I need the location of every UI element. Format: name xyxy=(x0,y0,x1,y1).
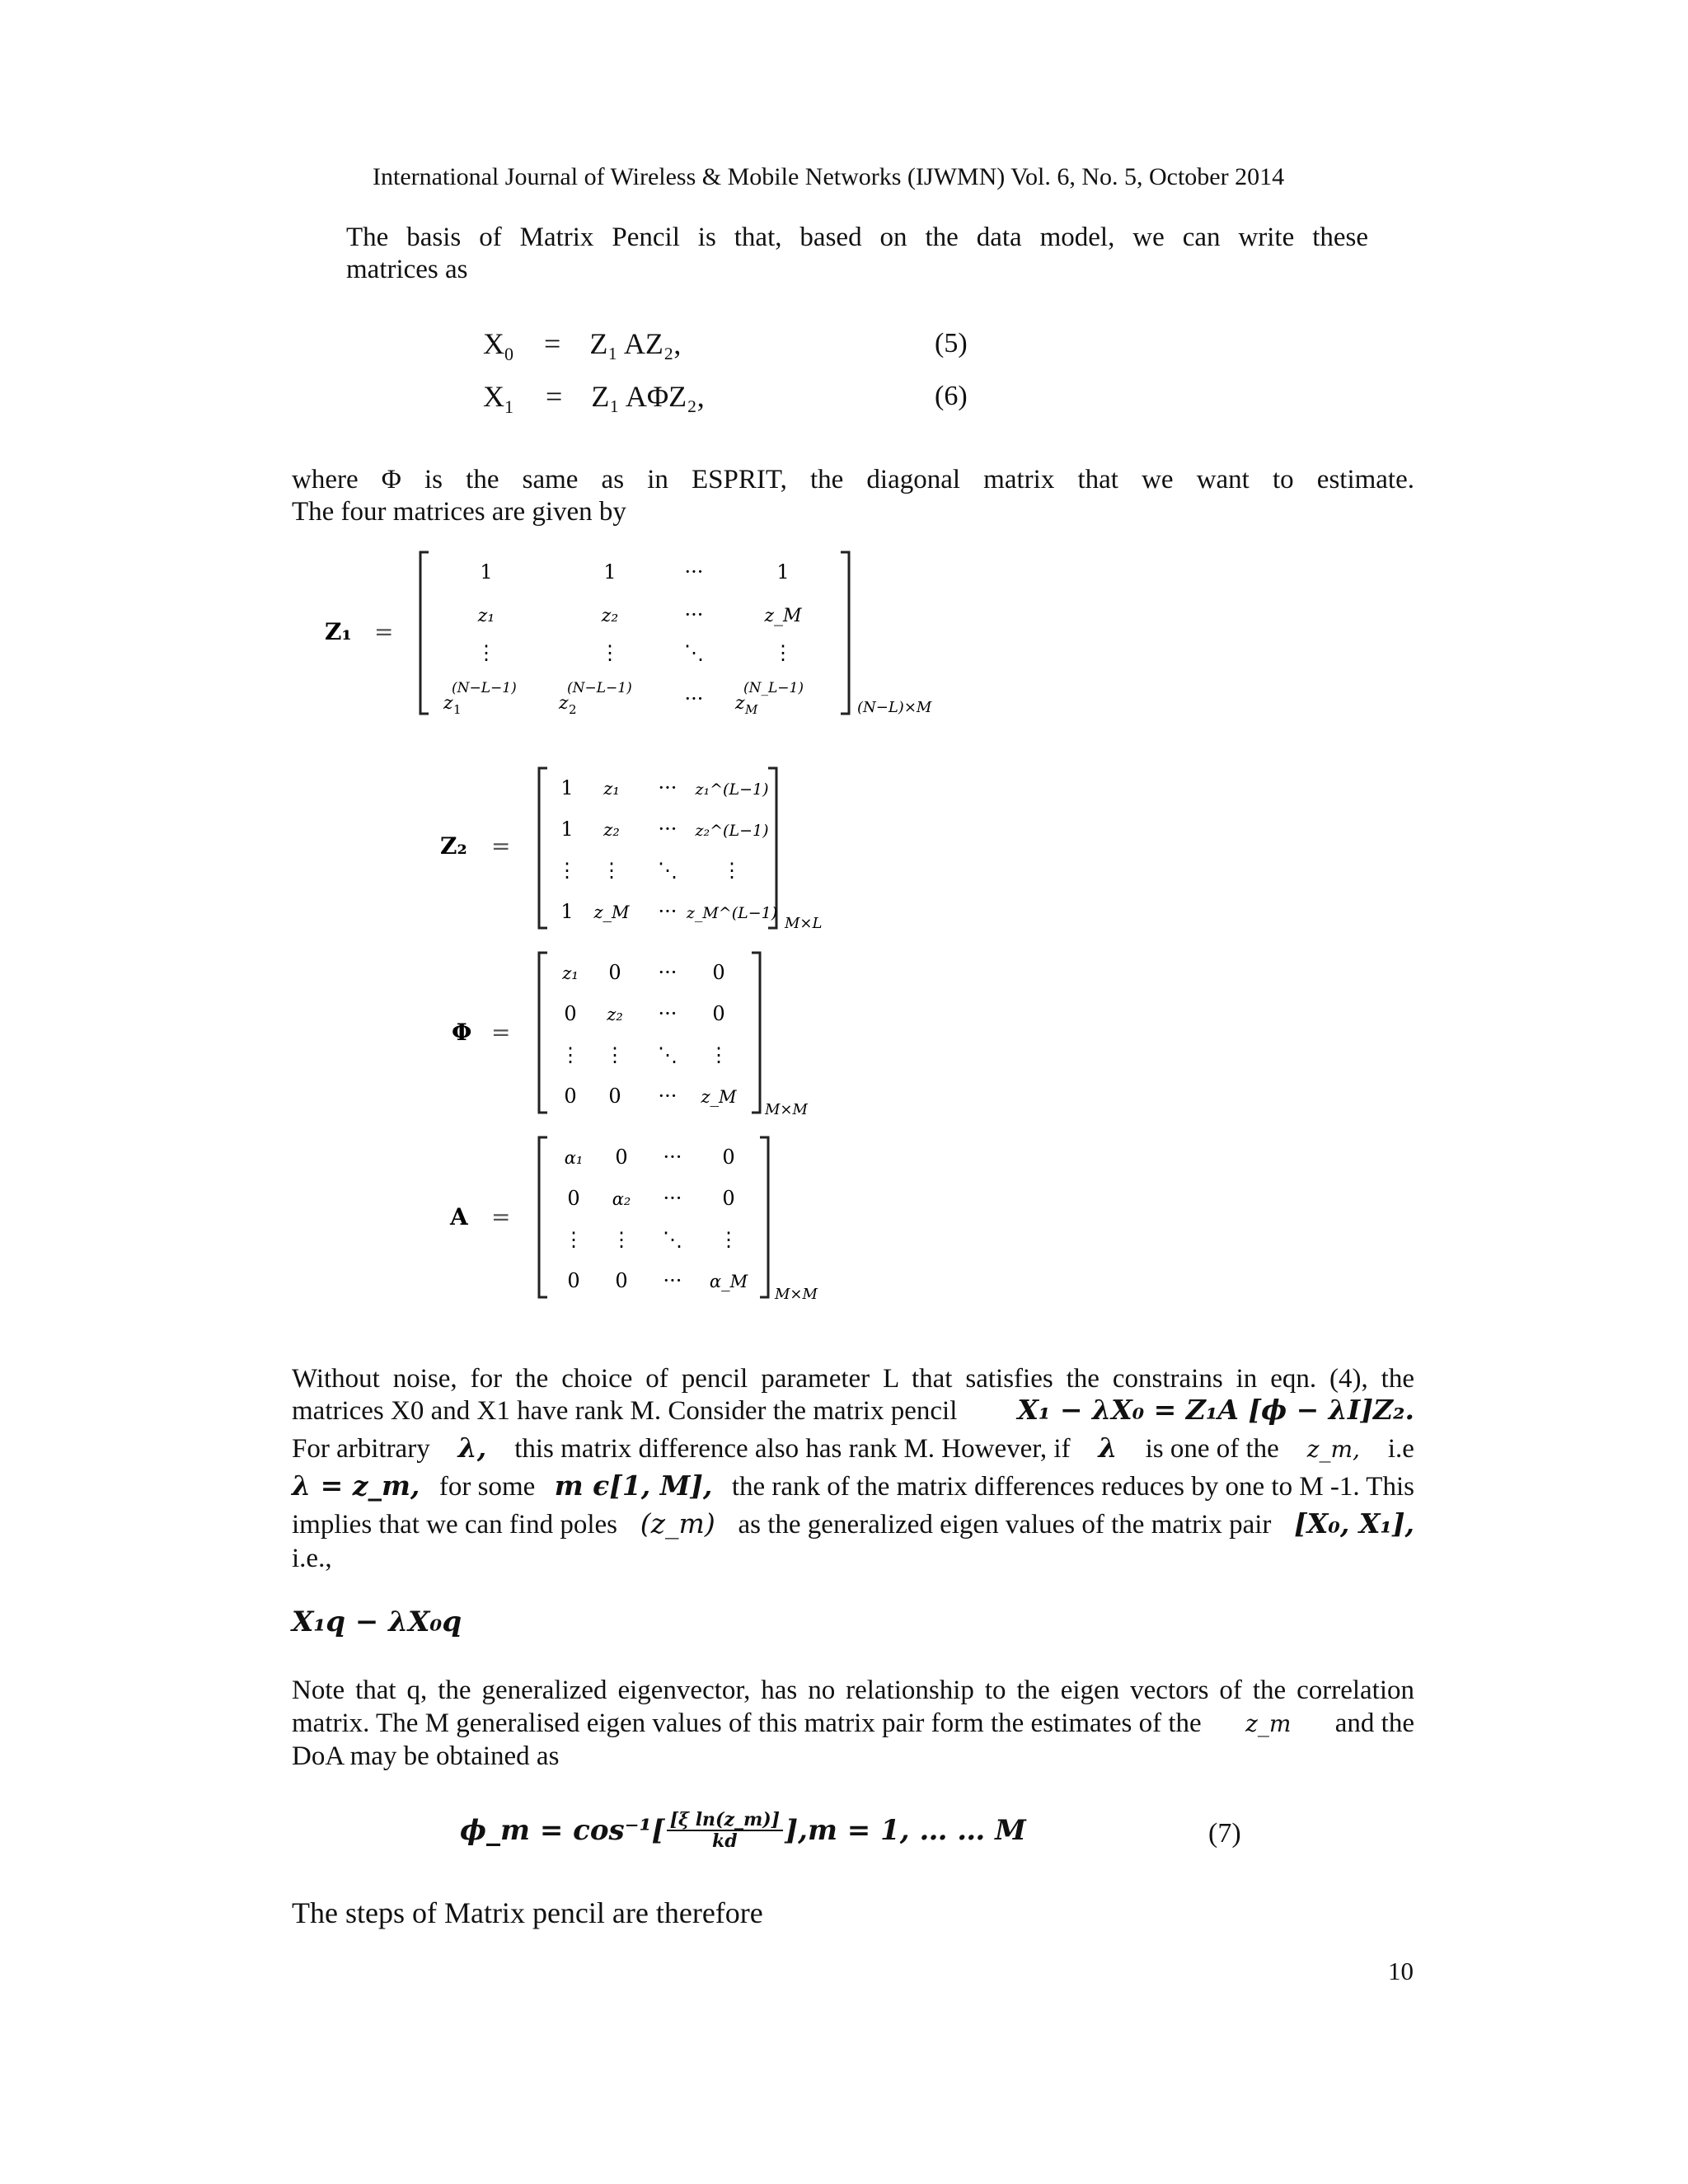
z1-cell: 1 xyxy=(776,560,790,583)
eq5-rel: = xyxy=(544,327,561,360)
z1-cell: 1 xyxy=(480,560,493,583)
z1-right-bracket xyxy=(841,552,849,714)
para2-l3-a: For arbitrary xyxy=(292,1434,430,1464)
eq7-rhs: ],m = 1, … … M xyxy=(785,1814,1026,1847)
a-cell: ⋮ xyxy=(719,1228,738,1251)
intro-line-1: The basis of Matrix Pencil is that, based on the data model, we can write these xyxy=(346,223,1368,252)
z1-cell: z_M xyxy=(764,606,802,626)
equation-6 xyxy=(483,379,705,418)
para3-line-1: Note that q, the generalized eigenvector, has no relationship to the eigen vectors of the correlation xyxy=(292,1675,1414,1705)
matrix-z2 xyxy=(429,758,857,940)
para2-l3-d: i.e xyxy=(1387,1434,1414,1464)
phi-cell: 0 xyxy=(564,1002,577,1025)
para2-line-4 xyxy=(292,1469,1414,1503)
equation-5 xyxy=(483,326,681,365)
z1-cell-sub: 1 xyxy=(453,702,462,717)
z2-cell: z₂^(L−1) xyxy=(695,822,769,840)
z1-cell: ⋮ xyxy=(476,641,496,664)
z2-cell: z₁^(L−1) xyxy=(695,780,769,799)
a-equals: = xyxy=(491,1203,511,1230)
para2-line-1: Without noise, for the choice of pencil parameter L that satisfies the constrains in eqn. (4), the xyxy=(292,1364,1414,1394)
z1-left-bracket xyxy=(420,552,429,714)
eq7-fraction-denominator: kd xyxy=(712,1830,738,1852)
z2-size: M×L xyxy=(785,915,823,932)
where-line-2: The four matrices are given by xyxy=(292,497,626,527)
a-cell: 0 xyxy=(567,1187,580,1210)
para2-l5-a: implies that we can find poles xyxy=(292,1510,617,1540)
z2-equals: = xyxy=(491,832,511,860)
eq5-number: (5) xyxy=(935,328,968,359)
a-cell: α₂ xyxy=(612,1189,631,1209)
para2-l5-b: as the generalized eigen values of the matrix pair xyxy=(738,1510,1272,1540)
eq5-lhs-sub: 0 xyxy=(504,344,513,365)
poles-zm: (z_m) xyxy=(640,1507,715,1540)
phi-cell: ··· xyxy=(658,1085,678,1108)
z2-cell: ··· xyxy=(658,776,678,799)
z1-cell-z: z xyxy=(735,693,745,714)
matrix-z1 xyxy=(313,544,973,733)
a-label: A xyxy=(450,1203,468,1230)
para2-l3-c: is one of the xyxy=(1145,1434,1279,1464)
a-cell: 0 xyxy=(567,1269,580,1292)
z1-equals: = xyxy=(374,618,394,645)
z1-cell: ··· xyxy=(684,687,704,710)
phi-size: M×M xyxy=(765,1101,808,1118)
z1-cell: z₁ xyxy=(477,606,495,626)
phi-cell: ⋱ xyxy=(658,1043,678,1066)
z1-cell: ··· xyxy=(684,603,704,626)
para2-l3-b: this matrix difference also has rank M. However, if xyxy=(514,1434,1071,1464)
z2-cell: ··· xyxy=(658,818,678,841)
para2-line-6: i.e., xyxy=(292,1544,332,1573)
phi-cell: ··· xyxy=(658,1002,678,1025)
z2-cell: ··· xyxy=(658,900,678,923)
a-cell: α₁ xyxy=(564,1148,584,1168)
para3-line-2 xyxy=(292,1707,1414,1741)
a-cell: 0 xyxy=(722,1146,735,1169)
matrix-a xyxy=(429,1129,857,1310)
z1-cell: 1 xyxy=(603,560,617,583)
z2-cell: z₁ xyxy=(603,779,620,799)
z2-cell: z_M xyxy=(593,902,630,922)
eq6-lhs-sub: 1 xyxy=(504,396,513,418)
closing-sentence: The steps of Matrix pencil are therefore xyxy=(292,1896,763,1929)
phi-cell: ⋮ xyxy=(605,1043,625,1066)
phi-cell: 0 xyxy=(564,1085,577,1108)
lambda-symbol: λ, xyxy=(457,1432,487,1464)
z1-label: Z₁ xyxy=(325,618,352,645)
eq7-number: (7) xyxy=(1208,1818,1241,1849)
a-cell: ··· xyxy=(663,1146,682,1169)
a-cell: ⋮ xyxy=(564,1228,584,1251)
phi-left-bracket xyxy=(539,953,547,1113)
z2-cell: 1 xyxy=(560,776,574,799)
z1-cell-sub: M xyxy=(745,702,758,717)
matrix-pencil-expression: X₁ − λX₀ = Z₁A [ϕ − λI]Z₂. xyxy=(1017,1394,1414,1426)
z1-cell-z: z xyxy=(559,693,569,714)
z1-cell: ⋮ xyxy=(600,641,620,664)
phi-cell: 0 xyxy=(608,1085,621,1108)
lambda-symbol: λ xyxy=(1098,1432,1118,1464)
z2-cell: z₂ xyxy=(603,820,620,840)
phi-cell: ⋮ xyxy=(709,1043,729,1066)
lambda-equals-zm: λ = z_m, xyxy=(292,1469,420,1502)
matrix-pair: [X₀, X₁], xyxy=(1294,1507,1414,1540)
z2-label: Z₂ xyxy=(440,832,467,860)
phi-label: Φ xyxy=(452,1019,472,1046)
z1-cell-sup: (N−L−1) xyxy=(567,680,632,696)
phi-cell: 0 xyxy=(608,961,621,984)
z2-cell: z_M^(L−1) xyxy=(686,904,778,922)
matrix-phi xyxy=(429,944,857,1126)
eq7-fraction-numerator: [ξ ln(z_m)] xyxy=(667,1810,783,1831)
eq6-number: (6) xyxy=(935,381,968,411)
phi-equals: = xyxy=(491,1019,511,1046)
zm-symbol: z_m, xyxy=(1306,1436,1360,1463)
eq7-fraction xyxy=(667,1810,783,1851)
eq5-rhs: Z₁ AZ₂, xyxy=(589,327,682,360)
para2-line-5 xyxy=(292,1507,1414,1541)
a-cell: ··· xyxy=(663,1187,682,1210)
z2-cell: 1 xyxy=(560,818,574,841)
z1-size: (N−L)×M xyxy=(857,699,932,716)
phi-cell: z₁ xyxy=(562,963,579,983)
intro-line-2: matrices as xyxy=(346,255,468,284)
z1-cell-sup: (N_L−1) xyxy=(743,680,804,696)
zm-symbol: z_m xyxy=(1245,1710,1292,1737)
eq5-lhs: X xyxy=(483,327,504,360)
eq6-rhs: Z₁ AΦZ₂, xyxy=(591,380,705,413)
z2-cell: ⋮ xyxy=(557,859,577,882)
a-cell: ⋱ xyxy=(663,1228,682,1251)
para2-l4-a: for some xyxy=(438,1472,536,1502)
z1-cell: ⋮ xyxy=(773,641,793,664)
phi-cell: ⋮ xyxy=(560,1043,580,1066)
phi-cell: ··· xyxy=(658,961,678,984)
a-cell: 0 xyxy=(615,1146,628,1169)
z2-cell: ⋱ xyxy=(658,859,678,882)
generalized-eigen-equation: X₁q − λX₀q xyxy=(292,1605,462,1638)
z1-cell-sup: (N−L−1) xyxy=(452,680,517,696)
a-right-bracket xyxy=(760,1137,768,1297)
equation-7 xyxy=(460,1810,1026,1851)
z2-left-bracket xyxy=(539,768,547,928)
phi-cell: 0 xyxy=(712,1002,725,1025)
para2-l4-b: the rank of the matrix differences reduces by one to M -1. This xyxy=(731,1472,1414,1502)
journal-header: International Journal of Wireless & Mobile Networks (IJWMN) Vol. 6, No. 5, October 2014 xyxy=(373,163,1285,190)
z2-cell: ⋮ xyxy=(722,859,742,882)
z1-cell: ··· xyxy=(684,560,704,583)
a-cell: 0 xyxy=(722,1187,735,1210)
para2-line-2 xyxy=(292,1394,1414,1427)
a-cell: ··· xyxy=(663,1269,682,1292)
eq6-lhs: X xyxy=(483,380,504,413)
z1-cell-z: z xyxy=(443,693,453,714)
para2-line-3 xyxy=(292,1432,1414,1466)
z2-cell: 1 xyxy=(560,900,574,923)
a-cell: α_M xyxy=(709,1272,748,1291)
a-left-bracket xyxy=(539,1137,547,1297)
z2-cell: ⋮ xyxy=(602,859,621,882)
eq7-lhs: ϕ_m = cos⁻¹[ xyxy=(460,1814,665,1847)
where-line-1: where Φ is the same as in ESPRIT, the diagonal matrix that we want to estimate. xyxy=(292,465,1414,494)
para3-line-3: DoA may be obtained as xyxy=(292,1741,560,1771)
phi-cell: z₂ xyxy=(607,1005,623,1024)
para3-l2-a: matrix. The M generalised eigen values of this matrix pair form the estimates of the xyxy=(292,1708,1202,1738)
a-cell: 0 xyxy=(615,1269,628,1292)
phi-right-bracket xyxy=(752,953,760,1113)
phi-cell: z_M xyxy=(701,1087,737,1107)
eq6-rel: = xyxy=(546,380,563,413)
a-cell: ⋮ xyxy=(612,1228,631,1251)
phi-cell: 0 xyxy=(712,961,725,984)
m-in-range: m ϵ[1, M], xyxy=(554,1469,713,1502)
para3-l2-b: and the xyxy=(1334,1708,1414,1738)
page-number: 10 xyxy=(1388,1957,1414,1985)
z1-cell: z₂ xyxy=(601,606,619,626)
z1-cell-sub: 2 xyxy=(569,702,577,717)
a-size: M×M xyxy=(775,1286,818,1303)
para2-line-2-text: matrices X0 and X1 have rank M. Consider the matrix pencil xyxy=(292,1396,958,1426)
z1-cell: ⋱ xyxy=(684,641,704,664)
